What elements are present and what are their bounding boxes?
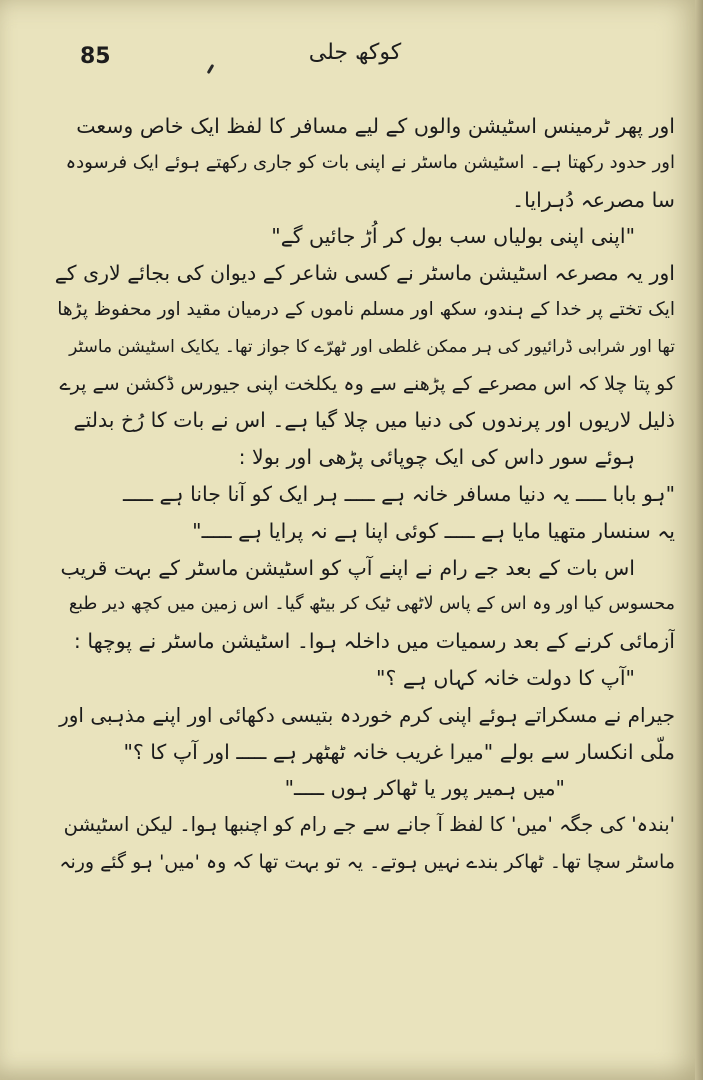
text-line: تھا اور شرابی ڈرائیور کی ہر ممکن غلطی اور ٹھرّے کا جواز تھا۔ یکایک اسٹیشن ماسٹر	[69, 336, 675, 357]
verse-line: "ہو بابا ـــــ یہ دنیا مسافر خانہ ہے ـــــ ہر ایک کو آنا جانا ہے ـــــ	[123, 481, 675, 506]
text-line: ہوئے سور داس کی ایک چوپائی پڑھی اور بولا :	[238, 445, 635, 470]
text-line: 'بندہ' کی جگہ 'میں' کا لفظ آ جانے سے جے رام کو اچنبھا ہوا۔ لیکن اسٹیشن	[63, 813, 675, 837]
text-line: محسوس کیا اور وہ اس کے پاس لاٹھی ٹیک کر بیٹھ گیا۔ اس زمین میں کچھ دیر طبع	[68, 594, 675, 615]
text-line: ماسٹر سچا تھا۔ ٹھاکر بندے نہیں ہوتے۔ یہ تو بہت تھا کہ وہ 'میں' ہو گئے ورنہ	[59, 850, 675, 873]
quoted-line: "اپنی اپنی بولیاں سب بول کر اُڑ جائیں گے"	[271, 224, 635, 249]
text-line: سا مصرعہ دُہرایا۔	[512, 187, 675, 212]
page-number: 85	[80, 44, 111, 69]
text-line: اور یہ مصرعہ اسٹیشن ماسٹر نے کسی شاعر کے دیوان کی بجائے لاری کے	[55, 261, 675, 286]
running-head: کوکھ جلی	[308, 40, 402, 65]
text-line: کو پتا چلا کہ اس مصرعے کے پڑھنے سے وہ یکلخت اپنی جیورس ڈکشن سے پرے	[59, 372, 675, 395]
body-text	[55, 108, 675, 881]
text-line: اور پھر ٹرمینس اسٹیشن والوں کے لیے مسافر کا لفظ ایک خاص وسعت	[76, 114, 675, 138]
page-edge-shadow	[695, 0, 703, 1080]
text-line: ایک تختے پر خدا کے ہندو، سکھ اور مسلم ناموں کے درمیان مقید اور محفوظ پڑھا	[57, 298, 675, 320]
text-line: آزمائی کرنے کے بعد رسمیات میں داخلہ ہوا۔ اسٹیشن ماسٹر نے پوچھا :	[73, 629, 675, 654]
verse-line: یہ سنسار متھیا مایا ہے ـــــ کوئی اپنا ہے نہ پرایا ہے ـــــ"	[192, 518, 675, 543]
text-line: اس بات کے بعد جے رام نے اپنے آپ کو اسٹیشن ماسٹر کے بہت قریب	[60, 555, 635, 580]
text-line: ذلیل لاریوں اور پرندوں کی دنیا میں چلا گیا ہے۔ اس نے بات کا رُخ بدلتے	[73, 408, 675, 433]
text-line: اور حدود رکھتا ہے۔ اسٹیشن ماسٹر نے اپنی بات کو جاری رکھتے ہوئے ایک فرسودہ	[65, 151, 675, 173]
text-line: ملّی انکسار سے بولے "میرا غریب خانہ ٹھٹھر ہے ـــــ اور آپ کا ؟"	[123, 739, 675, 764]
quoted-line: "میں ہمیر پور یا ٹھاکر ہوں ـــــ"	[284, 776, 565, 801]
text-line: جیرام نے مسکراتے ہوئے اپنی کرم خوردہ بتیسی دکھائی اور اپنے مذہبی اور	[59, 702, 675, 727]
ink-mark	[207, 64, 215, 74]
quoted-line: "آپ کا دولت خانہ کہاں ہے ؟"	[376, 665, 635, 690]
